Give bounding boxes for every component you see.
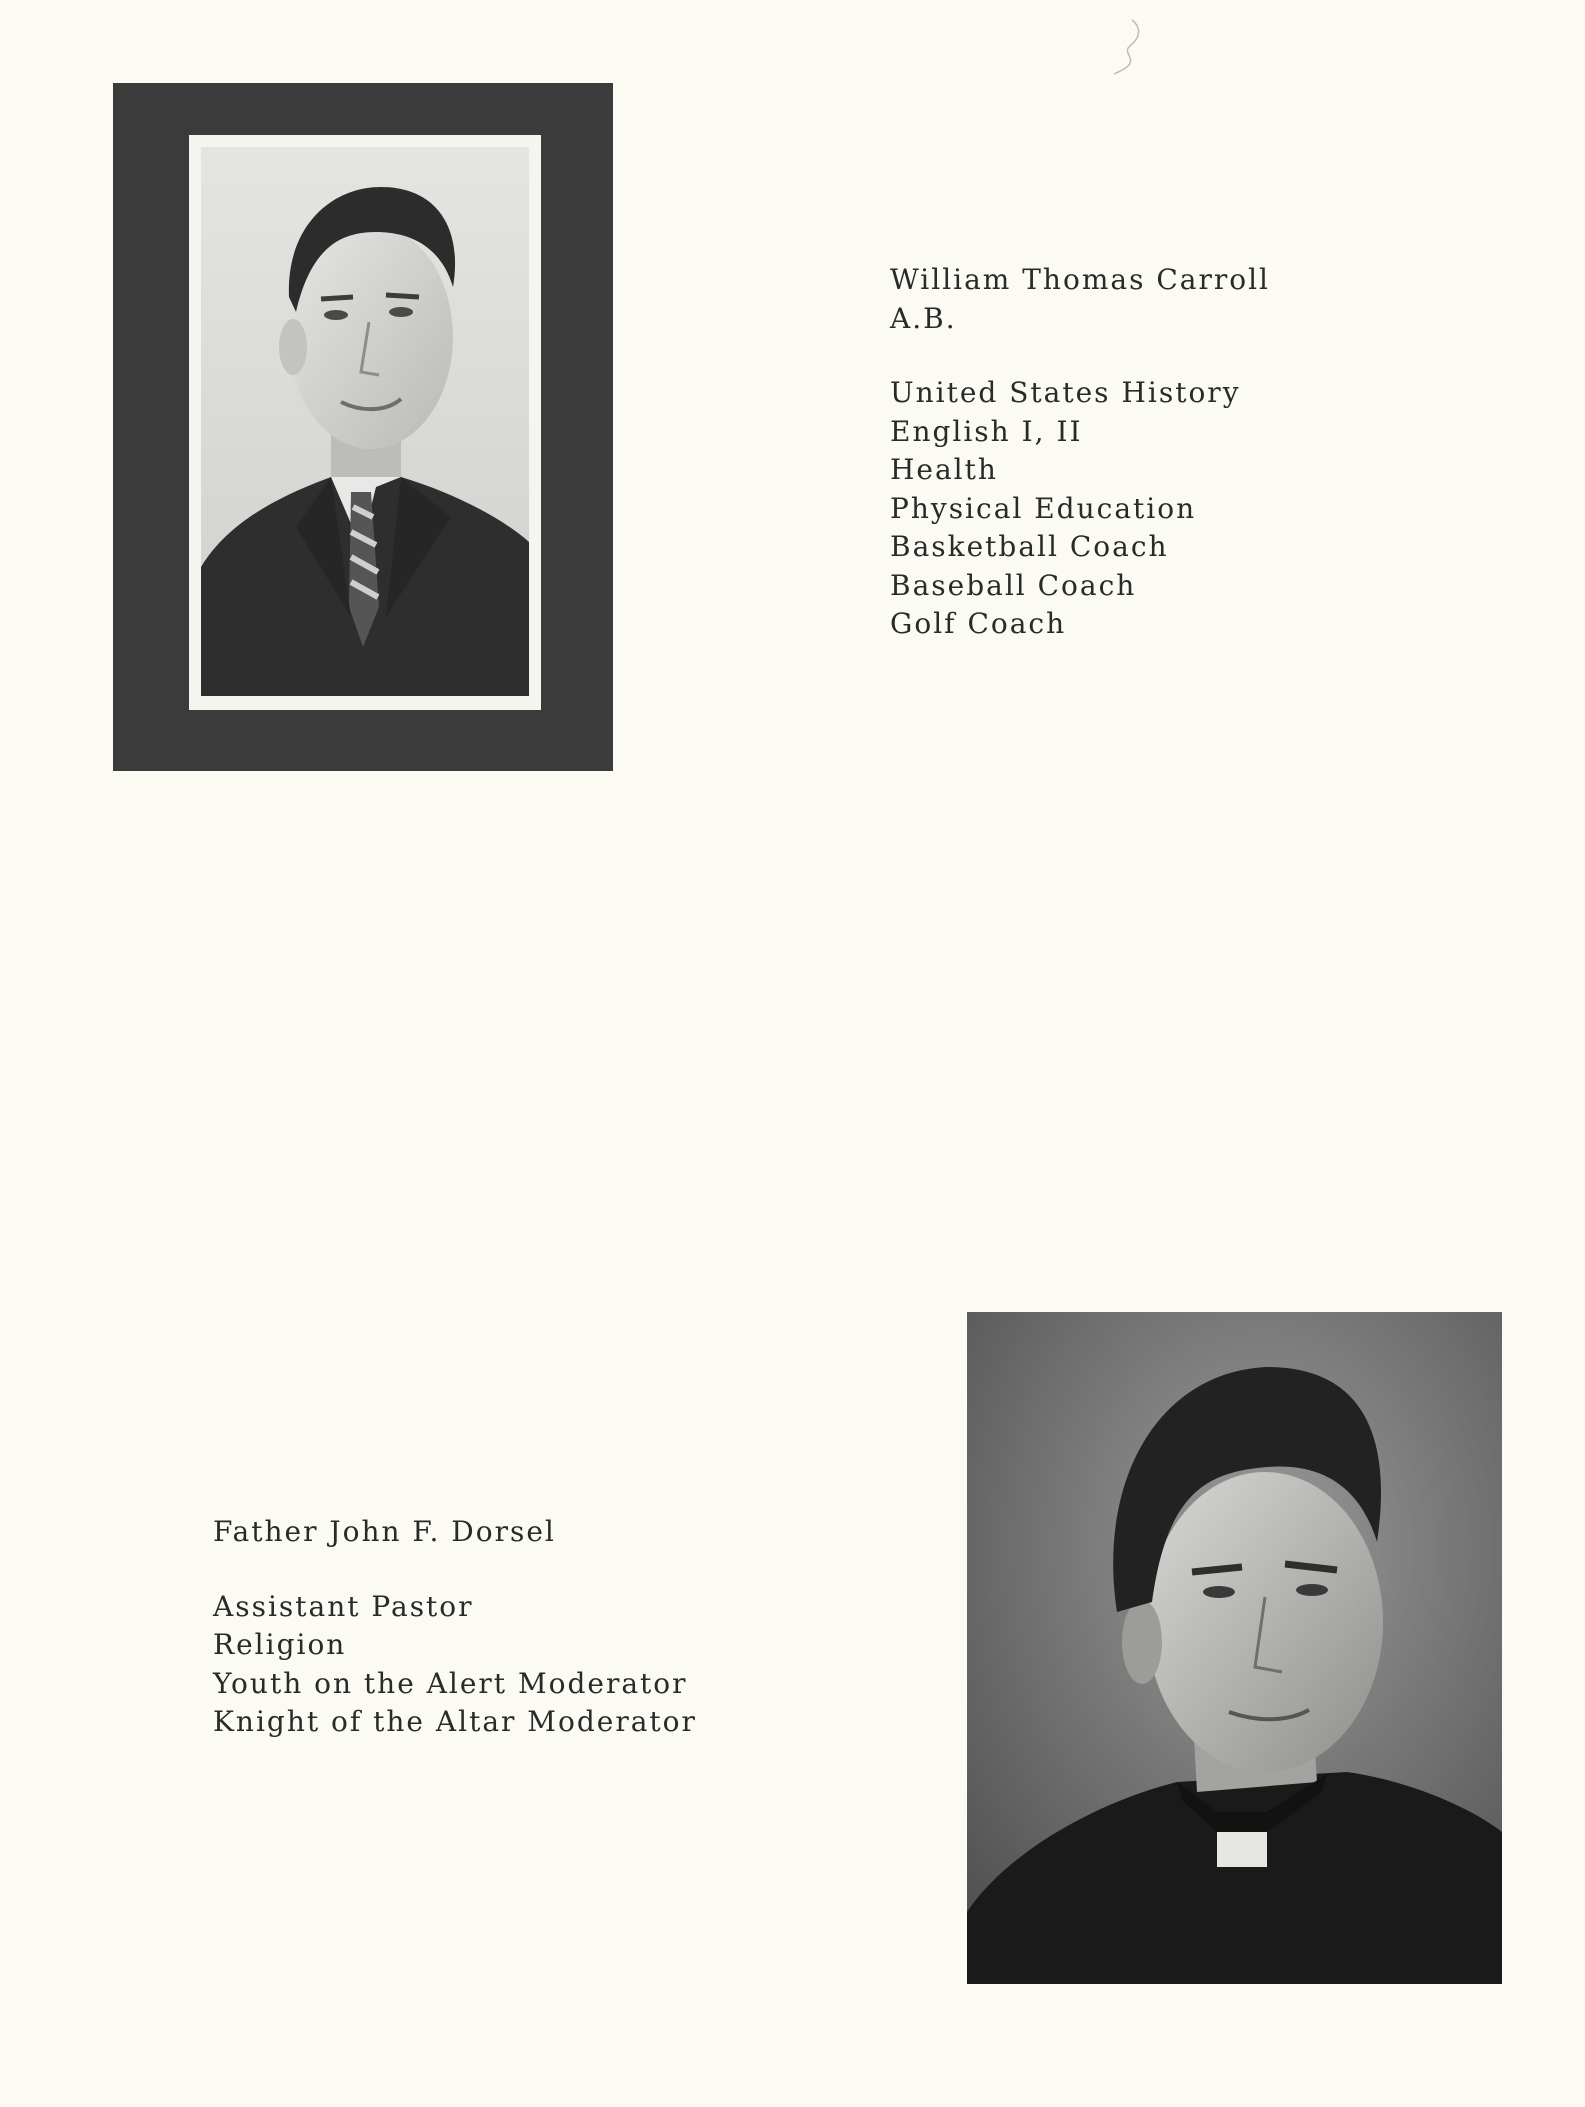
profile-role: Health [890,453,998,486]
profile-degree: A.B. [890,301,957,335]
profile-role: Baseball Coach [890,568,1137,602]
profile-role: Knight of the Altar Moderator [213,1705,697,1738]
profile-name: William Thomas Carroll [890,263,1270,296]
portrait-frame-carroll [113,83,613,771]
profile-role: English I, II [890,414,1083,448]
profile-carroll [890,261,1270,644]
profile-name: Father John F. Dorsel [213,1515,556,1548]
profile-role: Religion [213,1628,347,1661]
profile-role: Physical Education [890,491,1197,525]
profile-role: Youth on the Alert Moderator [213,1666,688,1700]
portrait-illustration-dorsel [967,1312,1502,1984]
profile-role: Golf Coach [890,607,1067,640]
profile-role: United States History [890,376,1241,409]
portrait-photo-carroll [201,147,529,696]
profile-dorsel [213,1513,697,1742]
portrait-photo-dorsel [967,1312,1502,1984]
pen-mark [1110,18,1150,78]
portrait-mount [189,135,541,710]
profile-role: Basketball Coach [890,530,1169,563]
profile-role: Assistant Pastor [213,1589,474,1623]
portrait-illustration-carroll [201,147,529,696]
